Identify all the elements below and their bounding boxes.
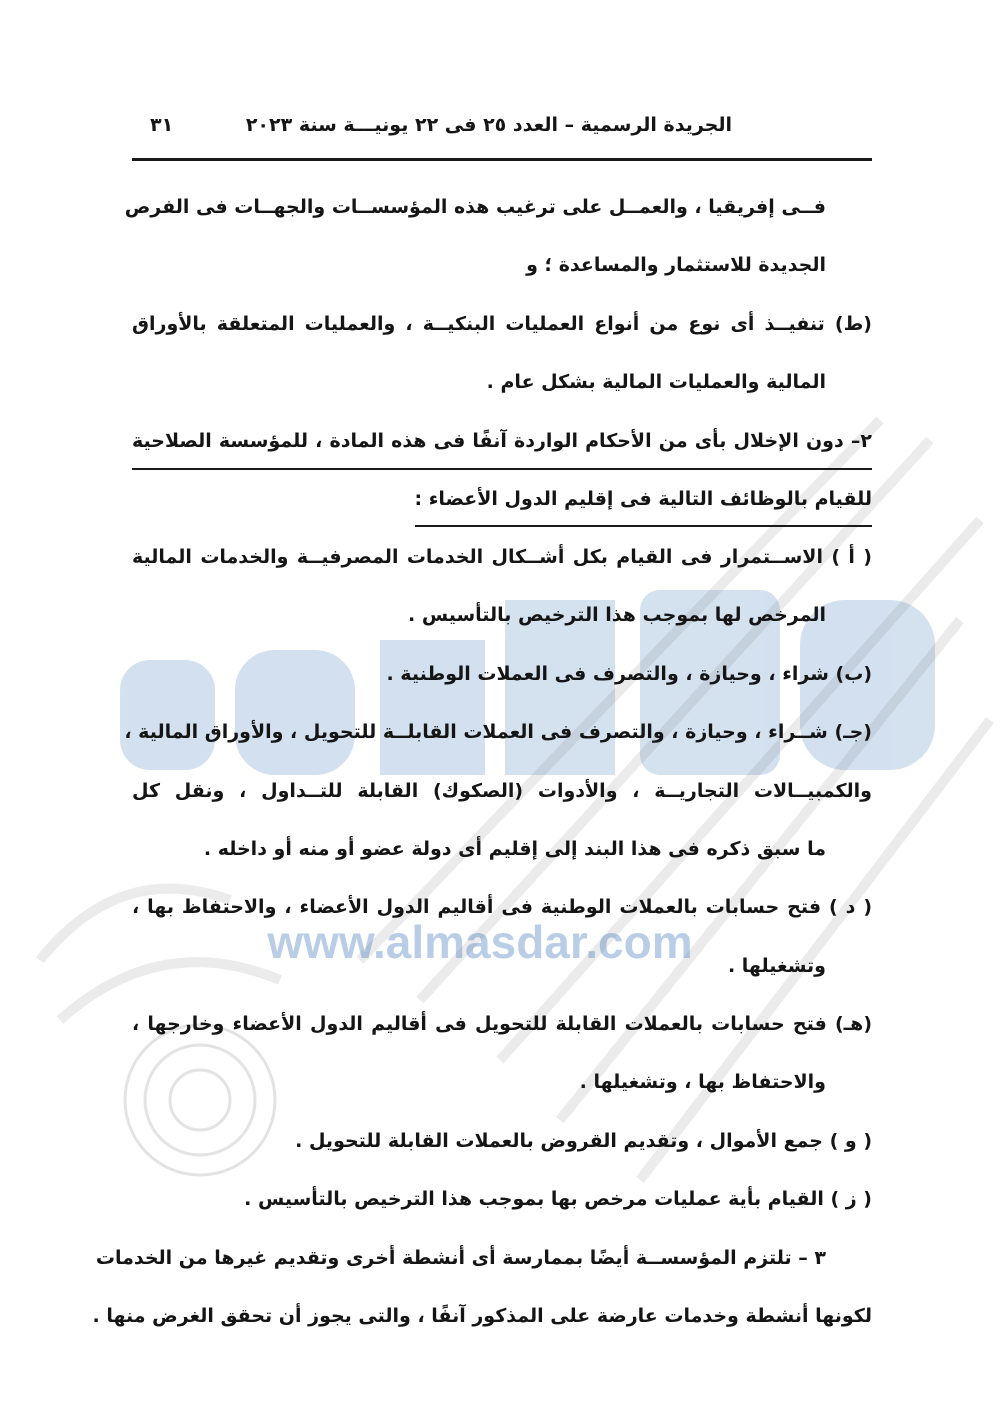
text-line: وتشغيلها . bbox=[727, 954, 826, 977]
text-line: والكمبيــالات التجاريــة ، والأدوات (الصكوك) القابلة للتــداول ، ونقل كل bbox=[132, 779, 872, 802]
document-body bbox=[92, 178, 872, 1345]
text-line: الجديدة للاستثمار والمساعدة ؛ و bbox=[526, 254, 826, 277]
text-line: لكونها أنشطة وخدمات عارضة على المذكور آنفًا ، والتى يجوز أن تحقق الغرض منها . bbox=[92, 1305, 872, 1328]
text-line: (جـ) شــراء ، وحيازة ، والتصرف فى العملات القابلــة للتحويل ، والأوراق المالية ، bbox=[124, 721, 872, 744]
text-line: ( د ) فتح حسابات بالعملات الوطنية فى أقاليم الدول الأعضاء ، والاحتفاظ بها ، bbox=[132, 896, 872, 919]
text-line: ( أ ) الاســتمرار فى القيام بكل أشــكال الخدمات المصرفيــة والخدمات المالية bbox=[132, 545, 872, 568]
text-line: والاحتفاظ بها ، وتشغيلها . bbox=[579, 1071, 826, 1094]
text-line: ( ز ) القيام بأية عمليات مرخص بها بموجب هذا الترخيص بالتأسيس . bbox=[244, 1188, 872, 1211]
text-line: فــى إفريقيا ، والعمــل على ترغيب هذه المؤسســات والجهــات فى الفرص bbox=[124, 196, 826, 218]
text-line: ( و ) جمع الأموال ، وتقديم القروض بالعملات القابلة للتحويل . bbox=[295, 1129, 872, 1152]
text-line: ما سبق ذكره فى هذا البند إلى إقليم أى دولة عضو أو منه أو داخله . bbox=[203, 837, 826, 860]
underlined-text-line: للقيام بالوظائف التالية فى إقليم الدول الأعضاء : bbox=[415, 473, 873, 527]
text-line: ٣ – تلتزم المؤسســة أيضًا بممارسة أى أنشطة أخرى وتقديم غيرها من الخدمات bbox=[95, 1246, 826, 1269]
gazette-header-title: الجريدة الرسمية – العدد ٢٥ فى ٢٢ يونيـــة سنة ٢٠٢٣ bbox=[245, 114, 732, 136]
underlined-text-line: ٢– دون الإخلال بأى من الأحكام الواردة آنفًا فى هذه المادة ، للمؤسسة الصلاحية bbox=[132, 412, 872, 470]
text-line: (ط) تنفيــذ أى نوع من أنواع العمليات البنكيــة ، والعمليات المتعلقة بالأوراق bbox=[132, 312, 872, 335]
page-number: ٣١ bbox=[150, 114, 174, 136]
text-line-container bbox=[132, 470, 872, 528]
text-line: (ب) شراء ، وحيازة ، والتصرف فى العملات الوطنية . bbox=[386, 662, 872, 685]
text-line: المالية والعمليات المالية بشكل عام . bbox=[486, 371, 826, 394]
text-line: المرخص لها بموجب هذا الترخيص بالتأسيس . bbox=[408, 604, 826, 627]
page-header bbox=[132, 112, 872, 161]
text-line: (هـ) فتح حسابات بالعملات القابلة للتحويل فى أقاليم الدول الأعضاء وخارجها ، bbox=[132, 1013, 872, 1036]
watermark-url: www.almasdar.com bbox=[267, 916, 693, 968]
